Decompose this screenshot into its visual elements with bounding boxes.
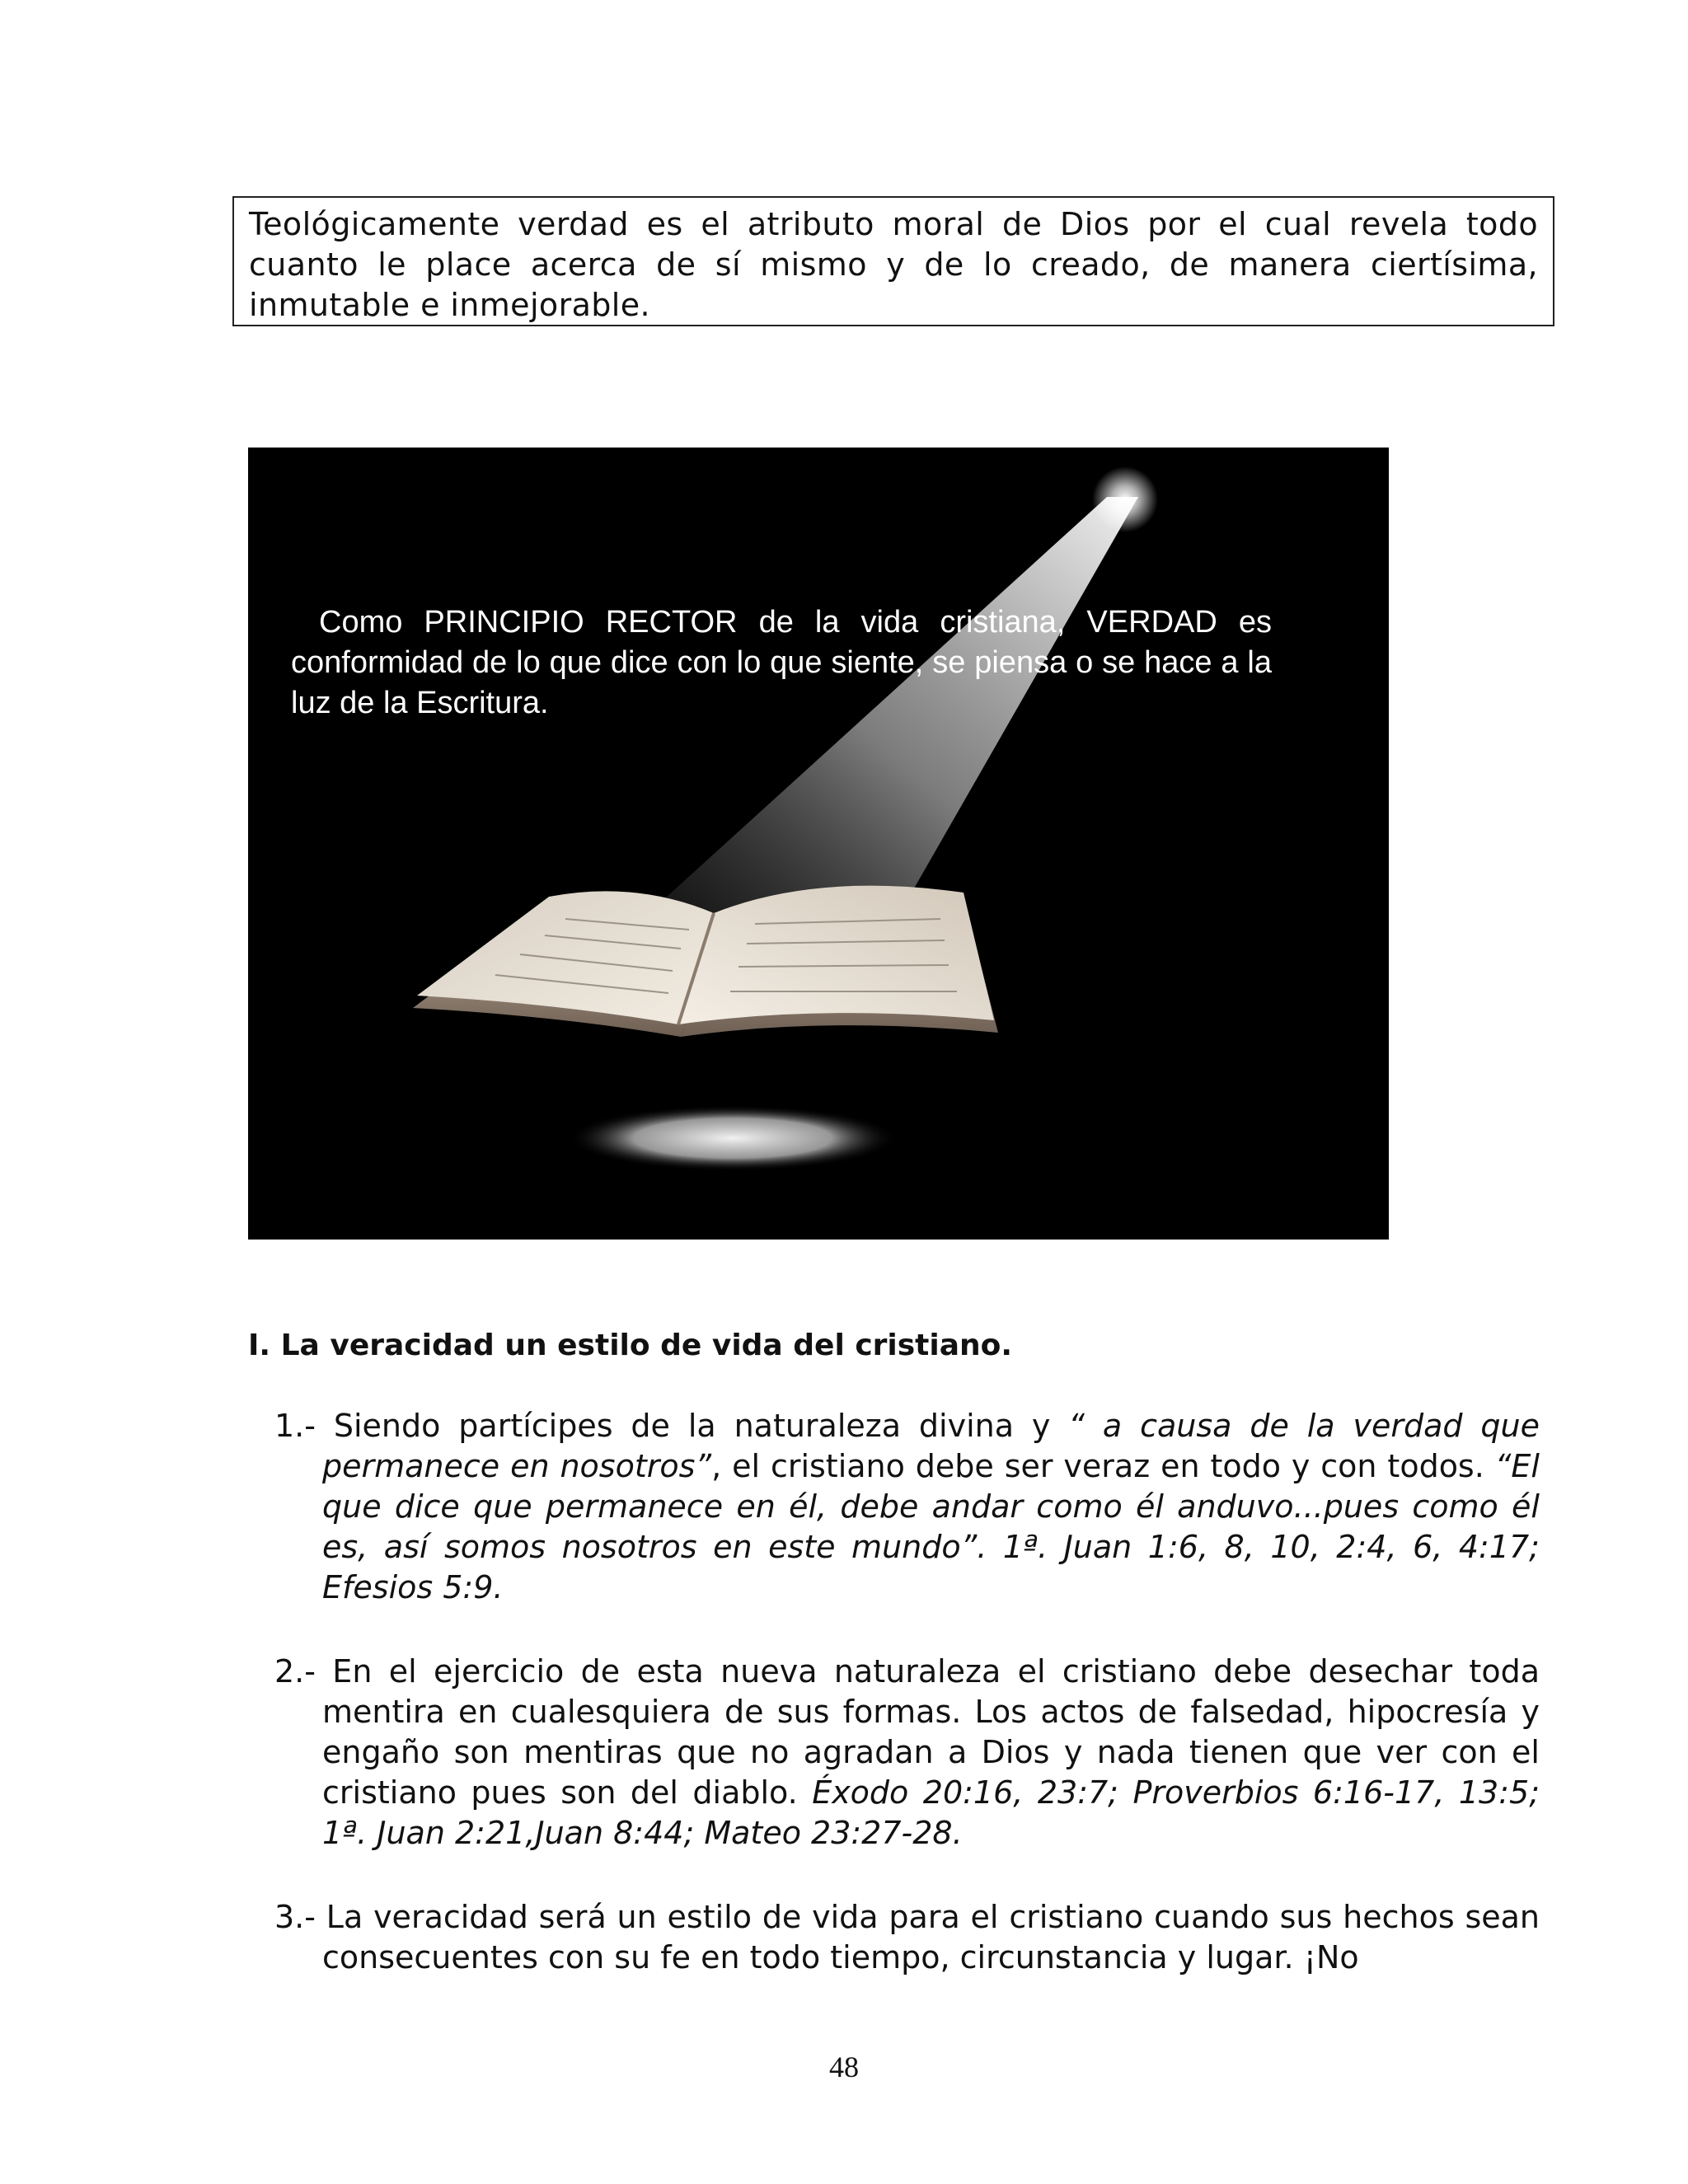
figure-caption: Como PRINCIPIO RECTOR de la vida cristiana, VERDAD es conformidad de lo que dice con lo que siente, se piensa o se hace a la luz de la Escritura. (291, 605, 1272, 720)
light-pool (568, 1105, 898, 1171)
item-quote: “ a causa de la verdad que permanece en nosotros” (322, 1408, 1540, 1484)
list-item (274, 1652, 1540, 1854)
item-scripture-reference: Éxodo 20:16, 23:7; Proverbios 6:16-17, 13:5; 1ª. Juan 2:21,Juan 8:44; Mateo 23:27-28. (322, 1774, 1540, 1851)
definition-box (232, 196, 1554, 326)
item-text: Siendo partícipes de la naturaleza divina y (315, 1408, 1069, 1444)
item-number: 2.- (274, 1653, 316, 1690)
item-scripture-reference: “El que dice que permanece en él, debe andar como él anduvo...pues como él es, así somos nosotros en este mundo”. 1ª. Juan 1:6, 8, 10, 2:4, 6, 4:17; Efesios 5:9. (322, 1448, 1540, 1605)
light-source-star (1092, 466, 1158, 532)
list-item (274, 1897, 1540, 1978)
page-number: 48 (829, 2050, 859, 2083)
spotlight-illustration (248, 448, 1389, 1240)
bible-spotlight-image (248, 448, 1389, 1240)
item-text: La veracidad será un estilo de vida para el cristiano cuando sus hechos sean consecuentes con su fe en todo tiempo, circunstancia y lugar. ¡No (315, 1899, 1540, 1975)
item-number: 1.- (274, 1408, 316, 1444)
definition-text: Teológicamente verdad es el atributo moral de Dios por el cual revela todo cuanto le place acerca de sí mismo y de lo creado, de manera ciertísima, inmutable e inmejorable. (249, 206, 1538, 323)
item-text: En el ejercicio de esta nueva naturaleza el cristiano debe desechar toda mentira en cualesquiera de sus formas. Los actos de falsedad, hipocresía y engaño son mentiras que no agradan a Dios y nada tienen que ver con el cristiano pues son del diablo. (315, 1653, 1540, 1811)
section-heading: I. La veracidad un estilo de vida del cristiano. (248, 1329, 1013, 1362)
item-text: , el cristiano debe ser veraz en todo y con todos. (711, 1448, 1495, 1484)
list-item (274, 1406, 1540, 1608)
item-number: 3.- (274, 1899, 316, 1935)
